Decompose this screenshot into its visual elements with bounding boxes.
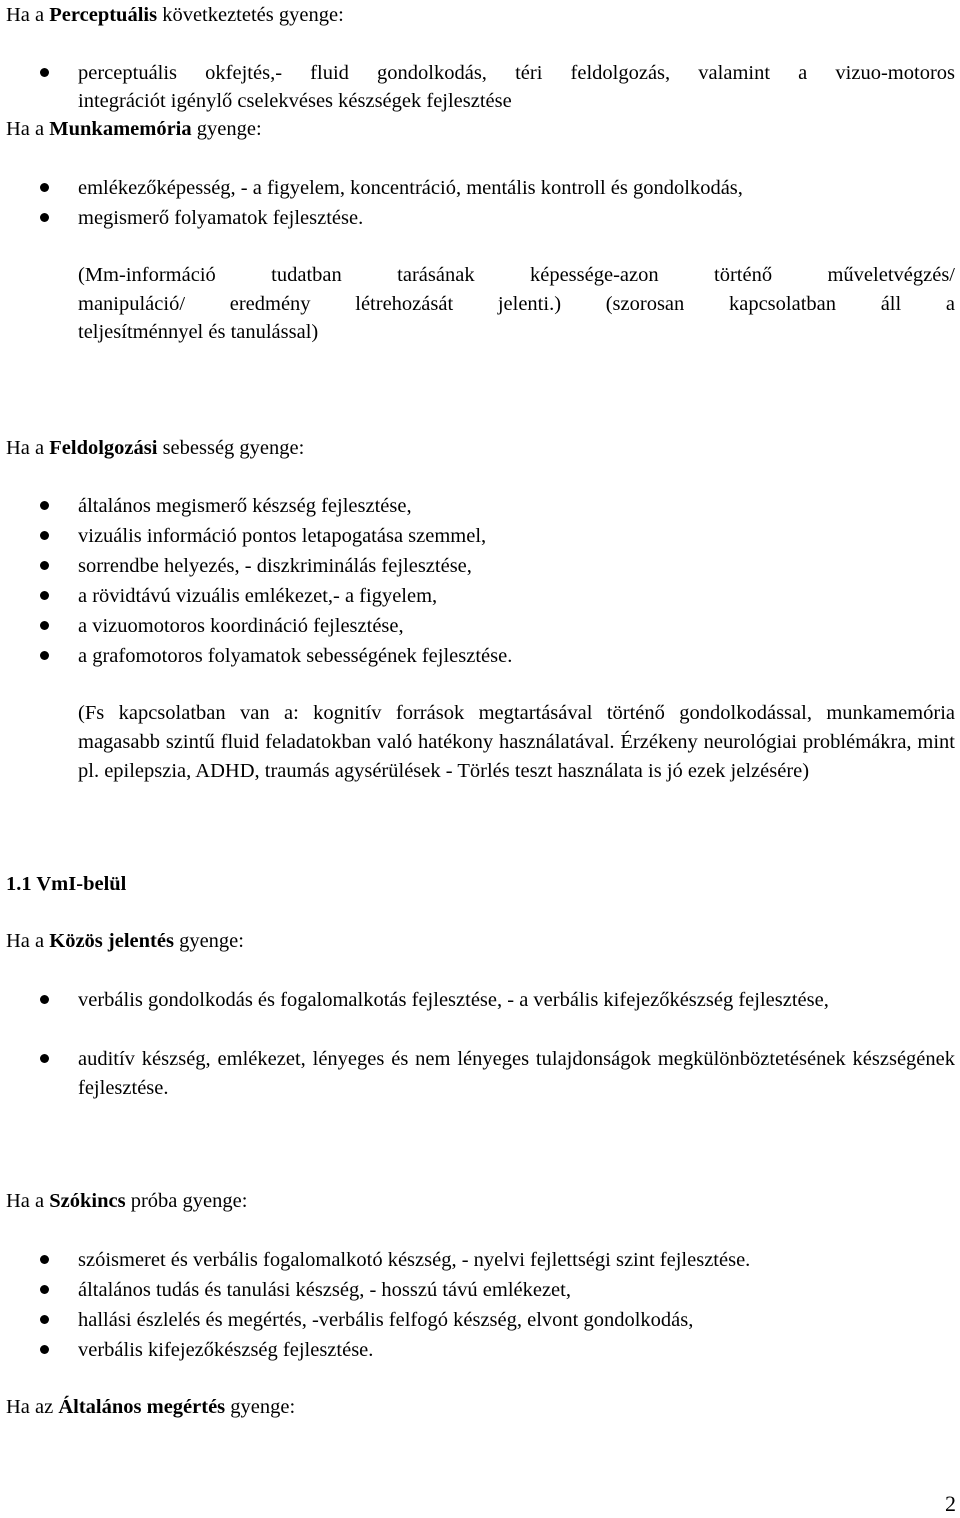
heading-prefix: Ha a [6, 118, 50, 140]
list-item: vizuális információ pontos letapogatása szemmel, [78, 525, 487, 547]
bullet-icon [40, 561, 49, 570]
page-number: 2 [945, 1491, 956, 1516]
list-item: perceptuális okfejtés,- fluid gondolkodás, téri feldolgozás, valamint a vizuo-motoros [78, 62, 955, 84]
bullet-icon [40, 213, 49, 222]
heading-suffix: gyenge: [191, 118, 262, 140]
bullet-icon [40, 531, 49, 540]
bullet-icon [40, 1285, 49, 1294]
bullet-icon [40, 1255, 49, 1264]
heading-keyword: Feldolgozási [49, 437, 158, 459]
bullet-icon [40, 1054, 49, 1063]
list-item: szóismeret és verbális fogalomalkotó készség, - nyelvi fejlettségi szint fejlesztése. [78, 1249, 751, 1271]
list-item: megismerő folyamatok fejlesztése. [78, 207, 364, 229]
list-item: a rövidtávú vizuális emlékezet,- a figyelem, [78, 585, 438, 607]
note-paragraph: (Fs kapcsolatban van a: kognitív források megtartásával történő gondolkodással, munkamemória magasabb szintű fluid feladatokban való hatékony használatával. Érzékeny neurológiai problémákra, mint pl. epilepszia, ADHD, traumás agysérülések - Törlés teszt használata is jó ezek jelzésére) [78, 702, 955, 782]
list-item: emlékezőképesség, - a figyelem, koncentráció, mentális kontroll és gondolkodás, [78, 177, 743, 199]
bullet-icon [40, 1345, 49, 1354]
list-item: általános megismerő készség fejlesztése, [78, 495, 412, 517]
heading-prefix: Ha a [6, 437, 50, 459]
heading-suffix: próba gyenge: [125, 1190, 248, 1212]
heading-keyword: Szókincs [49, 1190, 126, 1212]
heading-keyword: Munkamemória [49, 118, 192, 140]
heading-processing-speed [6, 434, 304, 463]
note-line: manipuláció/ eredmény létrehozását jelenti.) (szorosan kapcsolatban áll a [78, 293, 955, 315]
heading-perceptual [6, 1, 344, 30]
heading-vocabulary [6, 1187, 247, 1216]
heading-suffix: sebesség gyenge: [157, 437, 305, 459]
heading-prefix: Ha az [6, 1396, 59, 1418]
heading-suffix: gyenge: [225, 1396, 296, 1418]
bullet-icon [40, 501, 49, 510]
list-item: auditív készség, emlékezet, lényeges és nem lényeges tulajdonságok megkülönböztetésének készségének fejlesztése. [78, 1048, 955, 1099]
list-item: hallási észlelés és megértés, -verbális felfogó készség, elvont gondolkodás, [78, 1309, 694, 1331]
heading-keyword: Közös jelentés [49, 930, 174, 952]
list-item-continuation: integrációt igénylő cselekvéses készségek fejlesztése [78, 90, 512, 112]
heading-prefix: Ha a [6, 4, 50, 26]
bullet-icon [40, 995, 49, 1004]
heading-similarities [6, 927, 244, 956]
note-line: teljesítménnyel és tanulással) [78, 321, 319, 343]
heading-keyword: Perceptuális [49, 4, 158, 26]
list-item: verbális gondolkodás és fogalomalkotás fejlesztése, - a verbális kifejezőkészség fejlesztése, [78, 989, 829, 1011]
list-item: verbális kifejezőkészség fejlesztése. [78, 1339, 374, 1361]
bullet-icon [40, 68, 49, 77]
heading-keyword: Általános megértés [58, 1396, 226, 1418]
bullet-icon [40, 621, 49, 630]
bullet-icon [40, 591, 49, 600]
section-title-text: 1.1 VmI-belül [6, 873, 127, 895]
list-item: a grafomotoros folyamatok sebességének fejlesztése. [78, 645, 513, 667]
bullet-icon [40, 183, 49, 192]
heading-comprehension [6, 1393, 295, 1422]
bullet-icon [40, 651, 49, 660]
list-item: a vizuomotoros koordináció fejlesztése, [78, 615, 404, 637]
bullet-icon [40, 1315, 49, 1324]
heading-suffix: gyenge: [173, 930, 244, 952]
heading-suffix: következtetés gyenge: [157, 4, 344, 26]
heading-working-memory [6, 115, 262, 144]
heading-prefix: Ha a [6, 930, 50, 952]
list-item: sorrendbe helyezés, - diszkriminálás fejlesztése, [78, 555, 472, 577]
note-line: (Mm-információ tudatban tarásának képessége-azon történő műveletvégzés/ [78, 264, 955, 286]
list-item: általános tudás és tanulási készség, - hosszú távú emlékezet, [78, 1279, 571, 1301]
section-title [6, 870, 126, 899]
heading-prefix: Ha a [6, 1190, 50, 1212]
